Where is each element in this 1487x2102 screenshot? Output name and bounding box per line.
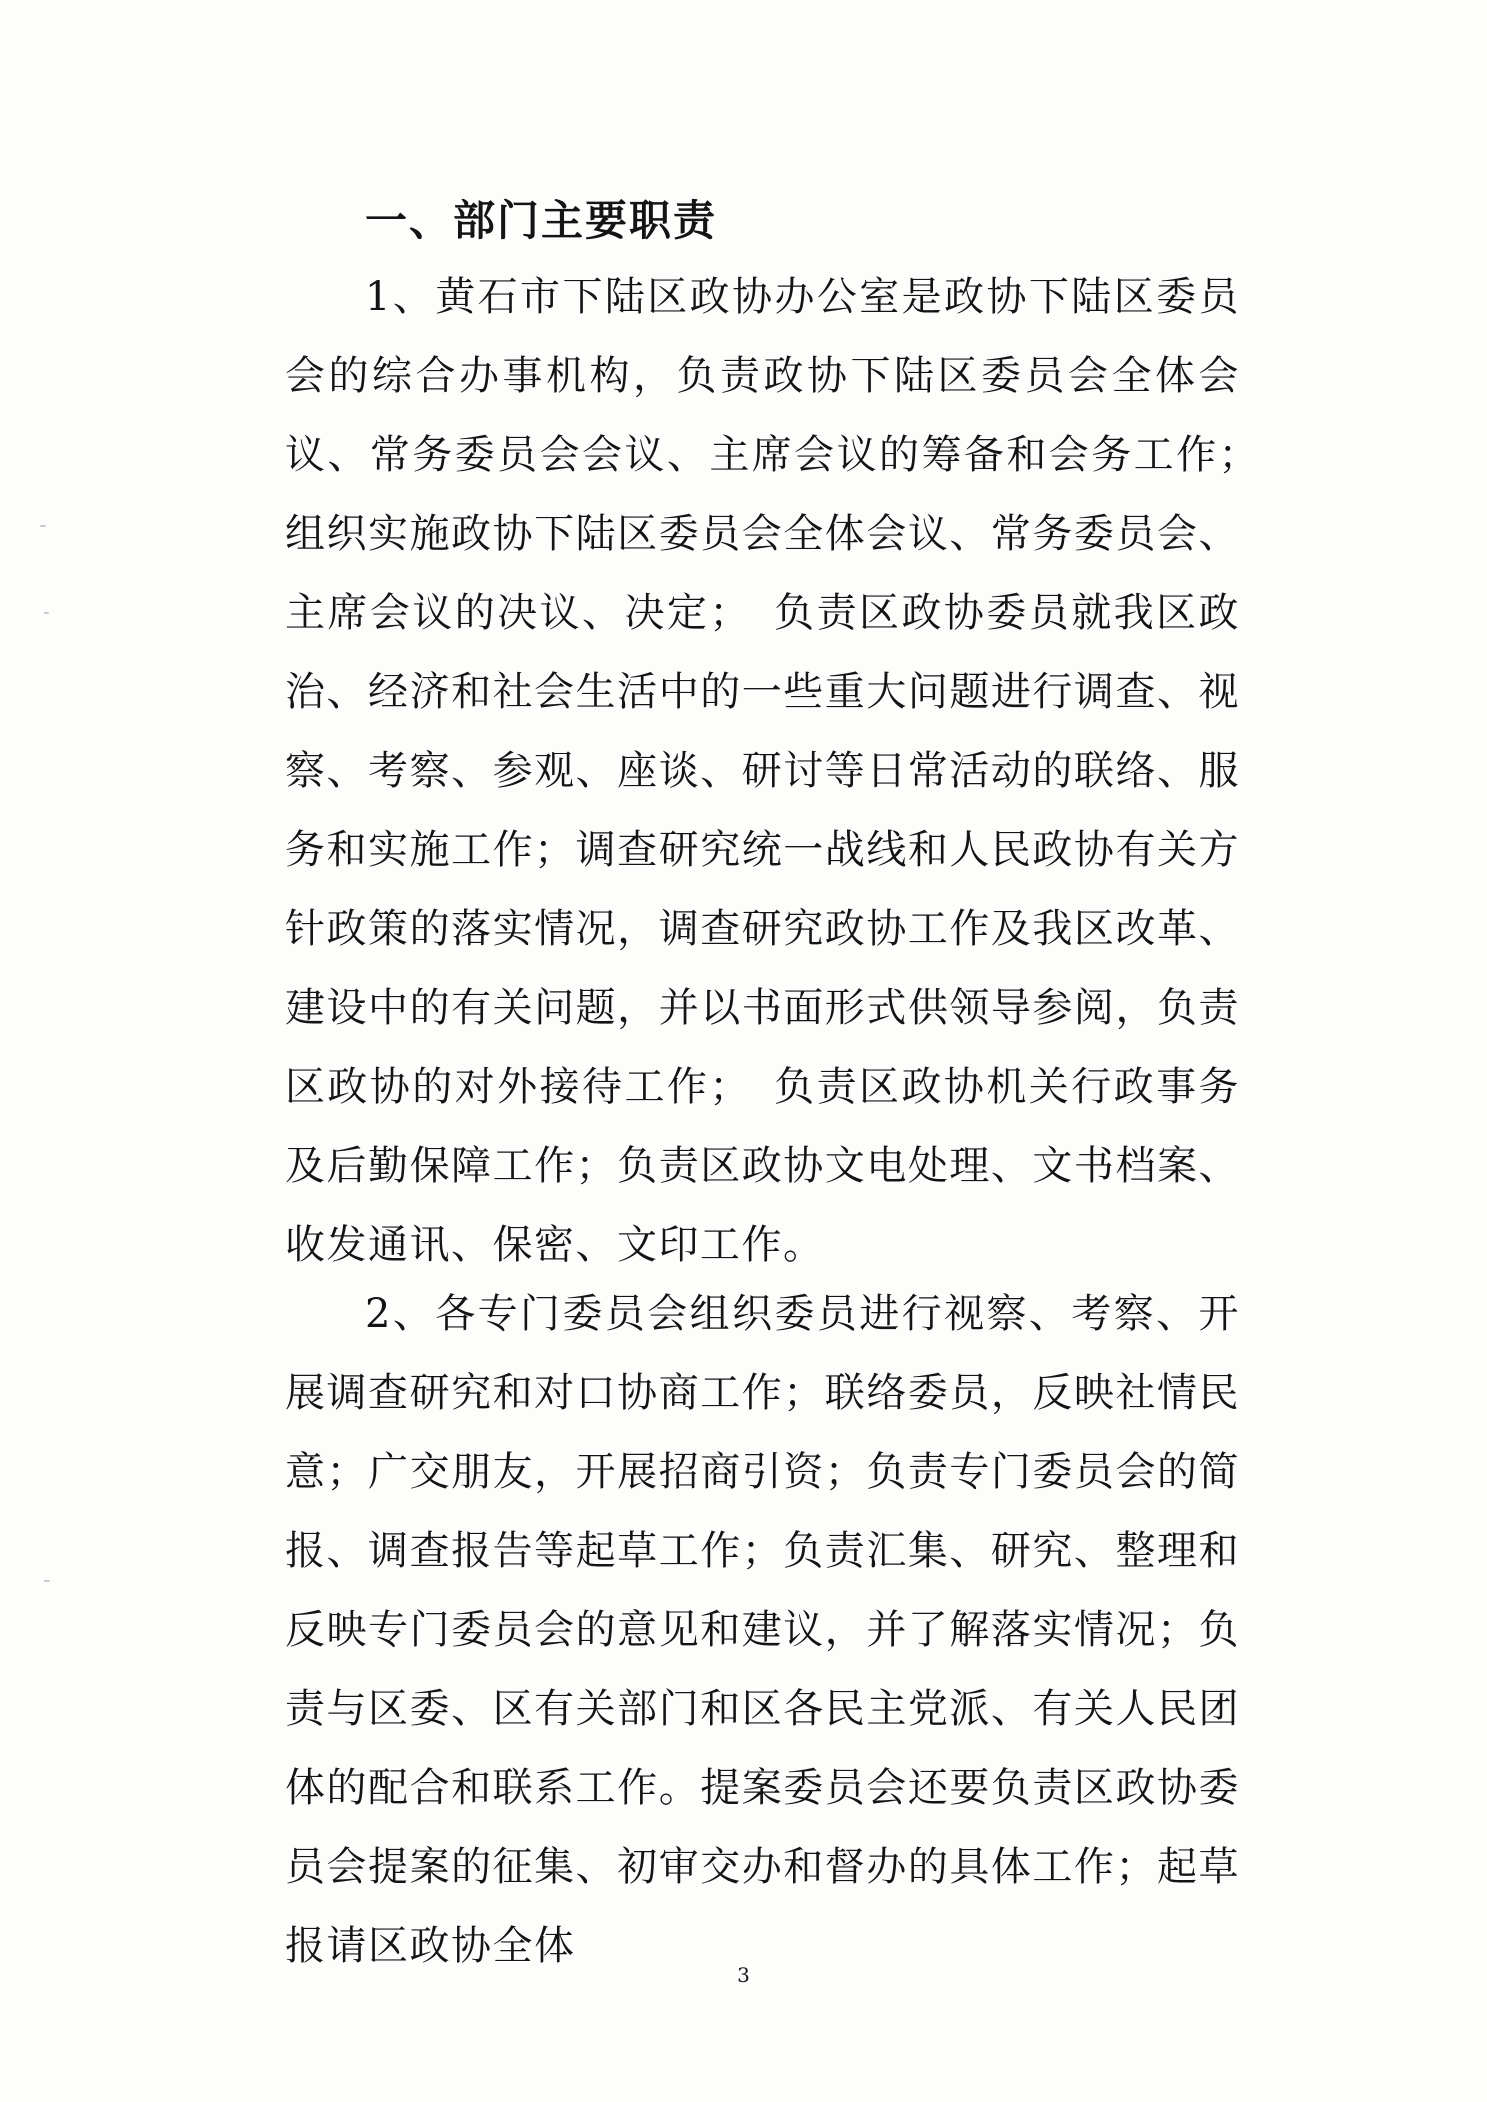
paragraph-1: 1、黄石市下陆区政协办公室是政协下陆区委员会的综合办事机构，负责政协下陆区委员会全体会议、常务委员会会议、主席会议的筹备和会务工作； 组织实施政协下陆区委员会全体会议、常务委员会、主席会议的决议、决定； 负责区政协委员就我区政治、经济和社会生活中的一些重大问题进行调查、视察、考察、参观、座谈、研讨等日常活动的联络、服务和实施工作；调查研究统一战线和人民政协有关方针政策的落实情况，调查研究政协工作及我区改革、建设中的有关问题，并以书面形式供领导参阅，负责区政协的对外接待工作； 负责区政协机关行政事务及后勤保障工作；负责区政协文电处理、文书档案、收发通讯、保密、文印工作。	[285, 274, 1282, 1268]
scan-speck	[44, 612, 49, 614]
scan-speck	[44, 1580, 50, 1582]
page-number: 3	[737, 1963, 750, 1987]
paragraph-2: 2、各专门委员会组织委员进行视察、考察、开展调查研究和对口协商工作；联络委员，反映社情民意；广交朋友，开展招商引资；负责专门委员会的简报、调查报告等起草工作；负责汇集、研究、整理和反映专门委员会的意见和建议，并了解落实情况；负责与区委、区有关部门和区各民主党派、有关人民团体的配合和联系工作。提案委员会还要负责区政协委员会提案的征集、初审交办和督办的具体工作；起草报请区政协全体	[285, 1291, 1240, 1969]
section-heading: 一、部门主要职责	[365, 196, 718, 245]
scan-speck	[40, 525, 46, 527]
